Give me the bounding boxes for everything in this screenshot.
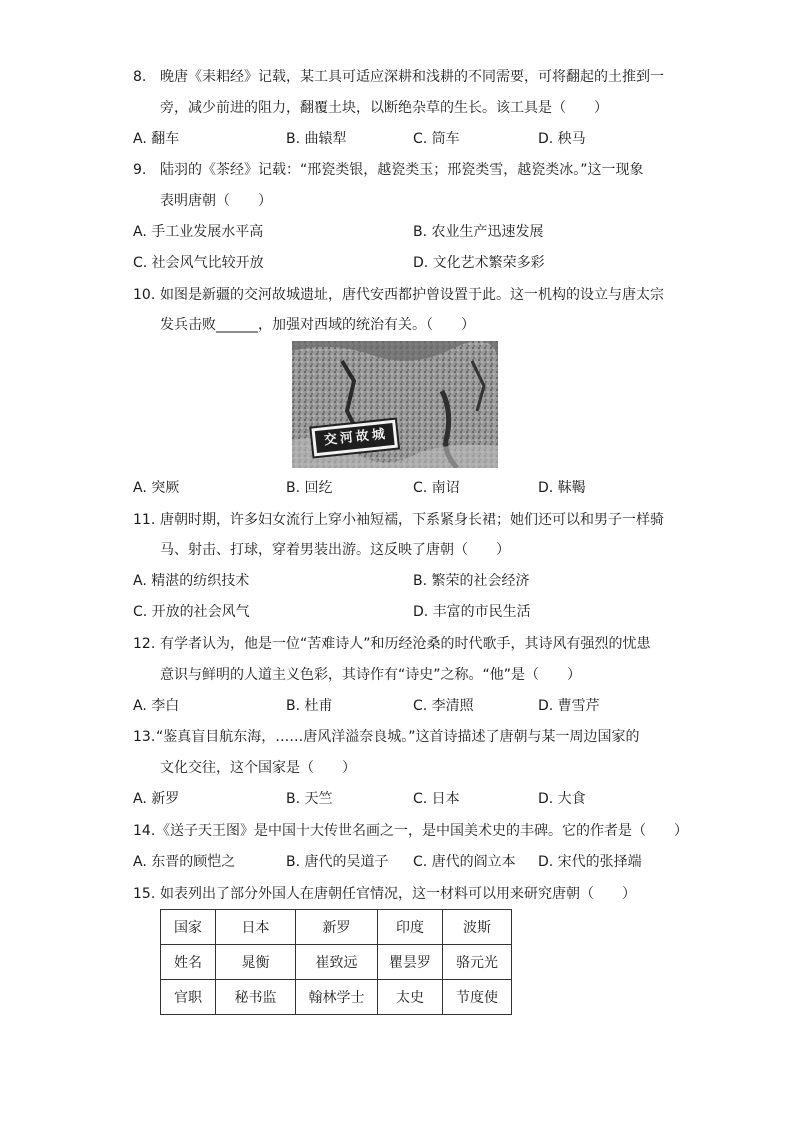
table-row [161,945,512,980]
question-10-number: 10. [133,287,156,303]
table-cell: 印度 [378,910,443,945]
question-9-option-c[interactable]: C. 社会风气比较开放 [133,255,264,271]
question-14-option-d[interactable]: D. 宋代的张择端 [538,854,642,870]
table-cell: 晁衡 [216,945,296,980]
foreign-officials-table [160,909,512,1015]
table-cell: 节度使 [443,980,512,1015]
question-14-number: 14. [133,823,156,839]
question-8-option-b[interactable]: B. 曲辕犁 [286,131,347,147]
question-13-text-line-1: “鉴真盲目航东海，……唐风洋溢奈良城。”这首诗描述了唐朝与某一周边国家的 [156,729,640,745]
table-cell: 秘书监 [216,980,296,1015]
table-cell: 翰林学士 [296,980,378,1015]
question-12-option-b[interactable]: B. 杜甫 [286,698,333,714]
table-cell: 官职 [161,980,216,1015]
question-12-number: 12. [133,636,156,652]
question-8-text-line-1: 晚唐《耒耜经》记载，某工具可适应深耕和浅耕的不同需要，可将翻起的土推到一 [160,69,664,85]
jiaohe-ruins-photo [292,341,498,468]
table-cell: 日本 [216,910,296,945]
table-row [161,910,512,945]
question-14-text-line-1: 《送子天王图》是中国十大传世名画之一，是中国美术史的丰碑。它的作者是（ ） [156,823,688,839]
question-14-option-c[interactable]: C. 唐代的阎立本 [413,854,516,870]
question-9-number: 9. [133,162,147,178]
table-cell: 骆元光 [443,945,512,980]
question-11-number: 11. [133,512,156,528]
question-12-text-line-1: 有学者认为，他是一位“苦难诗人”和历经沧桑的时代歌手，其诗风有强烈的忧患 [160,636,651,652]
question-10-text-line-2: 发兵击败______，加强对西域的统治有关。（ ） [160,317,475,333]
table-cell: 国家 [161,910,216,945]
question-10-option-d[interactable]: D. 靺鞨 [538,480,586,496]
question-8-text-line-2: 旁，减少前进的阻力，翻覆土块，以断绝杂草的生长。该工具是（ ） [160,100,608,116]
question-9-option-a[interactable]: A. 手工业发展水平高 [133,224,264,240]
table-cell: 崔致远 [296,945,378,980]
question-10-option-b[interactable]: B. 回纥 [286,480,333,496]
table-cell: 瞿昙罗 [378,945,443,980]
question-11-option-c[interactable]: C. 开放的社会风气 [133,604,250,620]
question-13-text-line-2: 文化交往，这个国家是（ ） [160,760,356,776]
question-9-text-line-1: 陆羽的《茶经》记载：“邢瓷类银，越瓷类玉；邢瓷类雪，越瓷类冰。”这一现象 [160,162,644,178]
question-12-option-c[interactable]: C. 李清照 [413,698,474,714]
question-8-option-c[interactable]: C. 筒车 [413,131,460,147]
question-11-option-b[interactable]: B. 繁荣的社会经济 [413,573,530,589]
table-row [161,980,512,1015]
question-11-option-d[interactable]: D. 丰富的市民生活 [413,604,531,620]
question-10-text-line-1: 如图是新疆的交河故城遗址，唐代安西都护曾设置于此。这一机构的设立与唐太宗 [160,287,664,303]
question-10-option-c[interactable]: C. 南诏 [413,480,460,496]
question-13-option-b[interactable]: B. 天竺 [286,791,333,807]
question-15-text-line-1: 如表列出了部分外国人在唐朝任官情况，这一材料可以用来研究唐朝（ ） [160,886,636,902]
question-13-option-d[interactable]: D. 大食 [538,791,586,807]
question-9-text-line-2: 表明唐朝（ ） [160,193,272,209]
question-11-option-a[interactable]: A. 精湛的纺织技术 [133,573,250,589]
question-12-text-line-2: 意识与鲜明的人道主义色彩，其诗作有“诗史”之称。“他”是（ ） [160,667,582,683]
question-12-option-a[interactable]: A. 李白 [133,698,180,714]
question-13-option-c[interactable]: C. 日本 [413,791,460,807]
question-9-option-d[interactable]: D. 文化艺术繁荣多彩 [413,255,545,271]
question-8-option-a[interactable]: A. 翻车 [133,131,180,147]
table-cell: 姓名 [161,945,216,980]
question-10-option-a[interactable]: A. 突厥 [133,480,180,496]
question-9-option-b[interactable]: B. 农业生产迅速发展 [413,224,544,240]
table-cell: 太史 [378,980,443,1015]
table-cell: 新罗 [296,910,378,945]
question-8-number: 8. [133,69,147,85]
question-13-option-a[interactable]: A. 新罗 [133,791,180,807]
ruins-sign-text: 交河故城 [323,426,389,449]
question-12-option-d[interactable]: D. 曹雪芹 [538,698,600,714]
question-14-option-a[interactable]: A. 东晋的顾恺之 [133,854,236,870]
question-11-text-line-1: 唐朝时期，许多妇女流行上穿小袖短襦，下系紧身长裙；她们还可以和男子一样骑 [160,512,664,528]
table-cell: 波斯 [443,910,512,945]
question-14-option-b[interactable]: B. 唐代的吴道子 [286,854,389,870]
question-8-option-d[interactable]: D. 秧马 [538,131,586,147]
question-15-number: 15. [133,886,156,902]
question-11-text-line-2: 马、射击、打球，穿着男装出游。这反映了唐朝（ ） [160,542,510,558]
question-13-number: 13. [133,729,156,745]
